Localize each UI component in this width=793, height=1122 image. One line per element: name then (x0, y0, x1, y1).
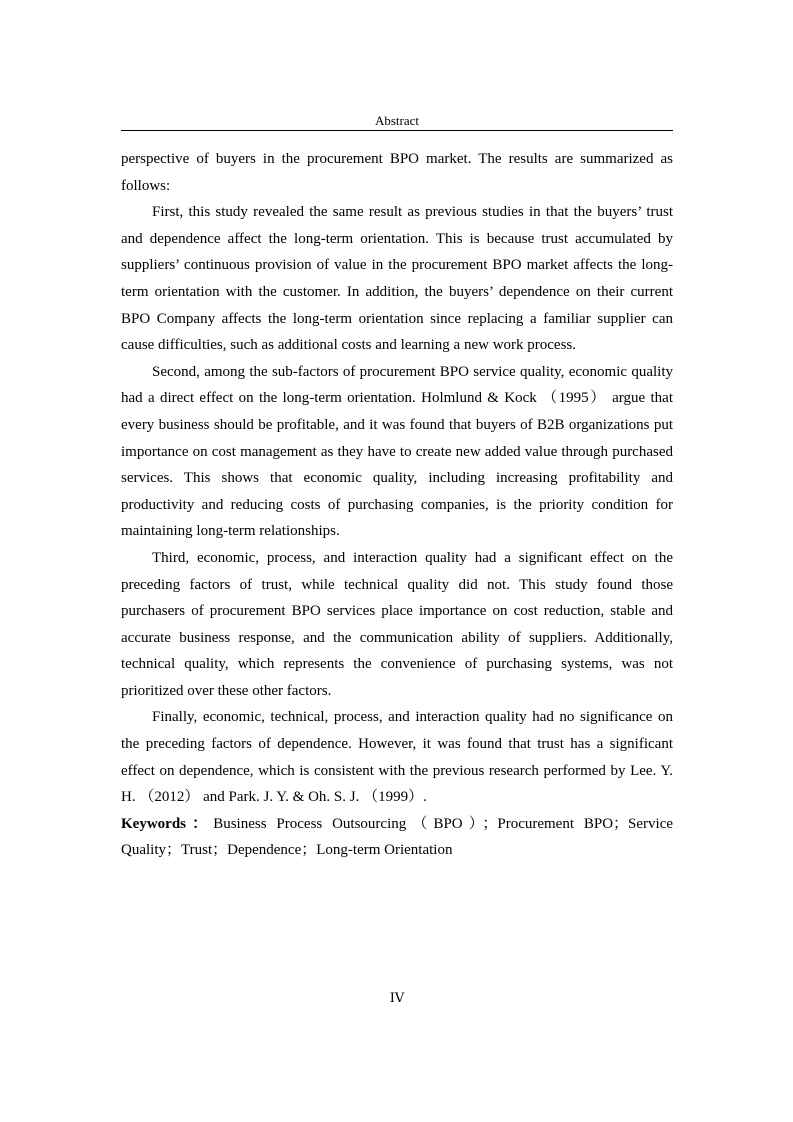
header-rule (121, 130, 673, 131)
keywords-line (121, 811, 673, 864)
abstract-body (121, 146, 673, 864)
paragraph-second-finding: Second, among the sub-factors of procurement BPO service quality, economic quality had a direct effect on the long-term orientation. Holmlund & Kock （1995） argue that every business should be profitable, and it was found that buyers of B2B organizations put importance on cost management as they have to create new added value through purchased services. This shows that economic quality, including increasing profitability and productivity and reducing costs of purchasing companies, is the priority condition for maintaining long-term relationships. (121, 363, 673, 540)
page-number: IV (389, 991, 405, 1006)
paragraph-third-finding: Third, economic, process, and interaction quality had a significant effect on the preceding factors of trust, while technical quality did not. This study found those purchasers of procurement BPO services place importance on cost reduction, stable and accurate business response, and the communication ability of suppliers. Additionally, technical quality, which represents the convenience of purchasing systems, was not prioritized over these other factors. (121, 549, 673, 699)
keywords-label: Keywords： (121, 815, 214, 832)
paragraph-continuation: perspective of buyers in the procurement BPO market. The results are summarized as follows: (121, 151, 673, 194)
paragraph-first-finding: First, this study revealed the same result as previous studies in that the buyers’ trust and dependence affect the long-term orientation. This is because trust accumulated by suppliers’ continuous provision of value in the procurement BPO market affects the long-term orientation with the customer. In addition, the buyers’ dependence on their current BPO Company affects the long-term orientation since replacing a familiar supplier can cause difficulties, such as additional costs and learning a new work process. (121, 204, 673, 354)
paragraph-final-finding: Finally, economic, technical, process, and interaction quality had no significance on the preceding factors of dependence. However, it was found that trust has a significant effect on dependence, which is consistent with the previous research performed by Lee. Y. H. （2012） and Park. J. Y. & Oh. S. J. （1999）. (121, 709, 673, 806)
running-header: Abstract (374, 113, 420, 128)
keywords-text: Business Process Outsourcing（BPO）；Procurement BPO；Service Quality；Trust；Dependence；Long-term Orientation (121, 815, 674, 859)
